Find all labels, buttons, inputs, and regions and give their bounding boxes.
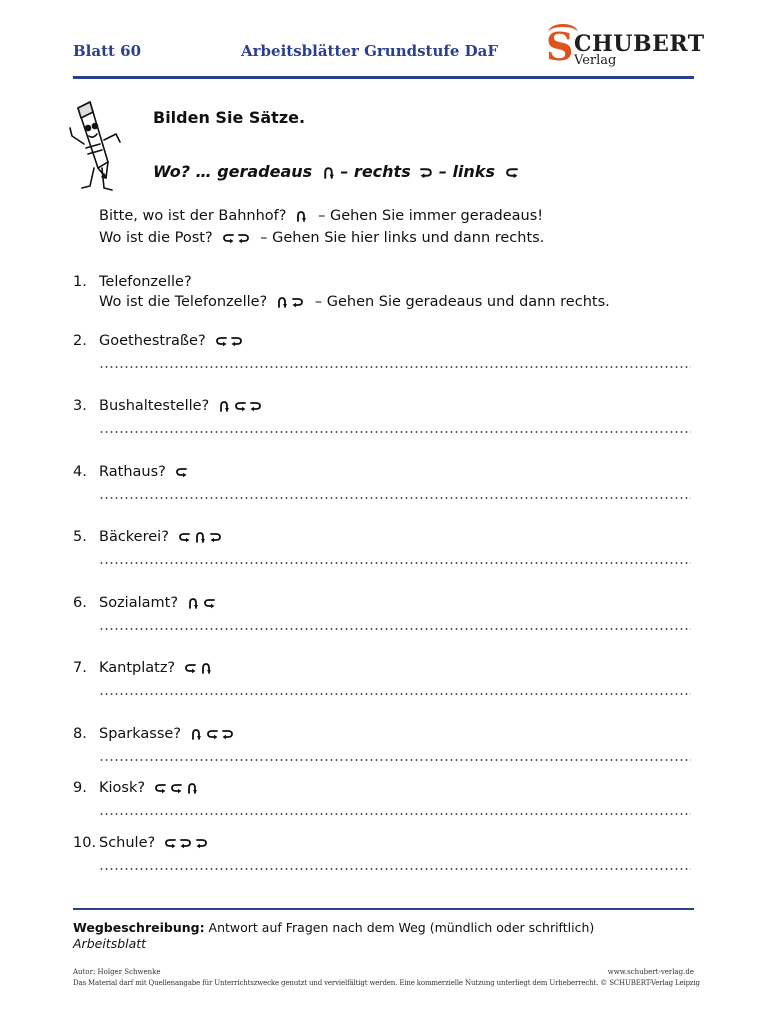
arrow-right-turn-icon (196, 837, 208, 849)
example-line (99, 208, 543, 226)
left-direction-symbol (178, 531, 190, 547)
arrow-left-turn-icon (505, 166, 518, 179)
item-question-full: Wo ist die Telefonzelle? (99, 294, 268, 310)
left-direction-symbol (215, 335, 227, 351)
subtitle-part-left: – links (438, 162, 495, 181)
right-direction-symbol (180, 837, 192, 853)
arrow-right-turn-icon (180, 837, 192, 849)
item-question (99, 780, 198, 798)
example-question: Bitte, wo ist der Bahnhof? (99, 208, 287, 224)
answer-line[interactable] (99, 693, 691, 695)
example-answer: – Gehen Sie hier links und dann rechts. (255, 230, 545, 246)
item-question (99, 464, 187, 482)
item-text: Bushaltestelle? (99, 398, 210, 414)
arrow-straight-icon (295, 210, 307, 222)
sheet-number: Blatt 60 (73, 42, 142, 60)
arrow-right-turn-icon (222, 728, 234, 740)
answer-line[interactable] (99, 868, 691, 870)
logo-name: CHUBERT (574, 31, 705, 57)
item-question (99, 660, 212, 678)
arrow-right-turn-icon (250, 400, 262, 412)
item-number: 7. (73, 660, 87, 676)
item-question (99, 529, 222, 547)
footer-author: Autor: Holger Schwenke (73, 968, 161, 976)
item-number: 2. (73, 333, 87, 349)
footer-copyright: Das Material darf mit Quellenangabe für Unterrichtszwecke genutzt und vervielfältigt werden. Eine kommerzielle Nutzung unterliegt dem Urheberrecht. © SCHUBERT-Verlag Leipzig (73, 979, 700, 987)
right-direction-symbol (231, 335, 243, 351)
arrow-right-turn-icon (292, 296, 304, 308)
footer-topic (73, 920, 594, 935)
arrow-straight-icon (276, 296, 288, 308)
arrow-straight-icon (194, 531, 206, 543)
subtitle-part-where: Wo? … geradeaus (153, 162, 313, 181)
item-number: 6. (73, 595, 87, 611)
item-number: 3. (73, 398, 87, 414)
example-question: Wo ist die Post? (99, 230, 213, 246)
item-question (99, 333, 243, 351)
left-direction-symbol (175, 466, 187, 482)
arrow-straight-icon (322, 166, 335, 179)
item-number: 9. (73, 780, 87, 796)
arrow-right-turn-icon (210, 531, 222, 543)
arrow-straight-icon (218, 400, 230, 412)
right-direction-symbol (196, 837, 208, 853)
item-text: Sozialamt? (99, 595, 179, 611)
worksheet-series-title: Arbeitsblätter Grundstufe DaF (241, 42, 498, 60)
arrow-left-turn-icon (184, 662, 196, 674)
task-subtitle (153, 162, 518, 183)
footer-divider (73, 908, 694, 910)
left-direction-symbol (505, 164, 518, 183)
arrow-left-turn-icon (222, 232, 234, 244)
right-direction-symbol (222, 728, 234, 744)
arrow-left-turn-icon (170, 782, 182, 794)
straight-direction-symbol (322, 164, 335, 183)
arrow-straight-icon (200, 662, 212, 674)
arrow-left-turn-icon (154, 782, 166, 794)
item-question (99, 595, 215, 613)
arrow-straight-icon (187, 597, 199, 609)
item-text: Schule? (99, 835, 156, 851)
right-direction-symbol (238, 232, 250, 248)
example-line (99, 230, 544, 248)
item-question (99, 835, 208, 853)
arrow-left-turn-icon (164, 837, 176, 849)
item-number: 4. (73, 464, 87, 480)
arrow-right-turn-icon (238, 232, 250, 244)
footer-website: www.schubert-verlag.de (607, 968, 694, 976)
answer-line[interactable] (99, 431, 691, 433)
arrow-left-turn-icon (234, 400, 246, 412)
straight-direction-symbol (295, 210, 307, 226)
item-text: Sparkasse? (99, 726, 182, 742)
arrow-right-turn-icon (420, 166, 433, 179)
item-example-answer (99, 294, 610, 312)
left-direction-symbol (206, 728, 218, 744)
answer-line[interactable] (99, 628, 691, 630)
logo-sub: Verlag (574, 53, 617, 68)
left-direction-symbol (203, 597, 215, 613)
item-number: 5. (73, 529, 87, 545)
item-text: Goethestraße? (99, 333, 206, 349)
arrow-left-turn-icon (215, 335, 227, 347)
item-question (99, 398, 262, 416)
arrow-left-turn-icon (178, 531, 190, 543)
right-direction-symbol (250, 400, 262, 416)
answer-line[interactable] (99, 813, 691, 815)
straight-direction-symbol (200, 662, 212, 678)
straight-direction-symbol (194, 531, 206, 547)
straight-direction-symbol (187, 597, 199, 613)
left-direction-symbol (222, 232, 234, 248)
item-number: 10. (73, 835, 97, 851)
example-answer: – Gehen Sie immer geradeaus! (313, 208, 544, 224)
left-direction-symbol (164, 837, 176, 853)
straight-direction-symbol (186, 782, 198, 798)
arrow-left-turn-icon (206, 728, 218, 740)
pencil-mascot-icon (64, 98, 132, 198)
arrow-right-turn-icon (231, 335, 243, 347)
straight-direction-symbol (276, 296, 288, 312)
item-text: Bäckerei? (99, 529, 169, 545)
item-number: 1. (73, 274, 87, 290)
answer-line[interactable] (99, 759, 691, 761)
logo-letter: S (546, 24, 574, 69)
item-answer: – Gehen Sie geradeaus und dann rechts. (310, 294, 610, 310)
item-text: Telefonzelle? (99, 274, 192, 290)
header-divider (73, 76, 694, 79)
right-direction-symbol (210, 531, 222, 547)
arrow-straight-icon (186, 782, 198, 794)
footer-topic-label: Wegbeschreibung: (73, 920, 205, 935)
item-text: Kiosk? (99, 780, 146, 796)
straight-direction-symbol (190, 728, 202, 744)
left-direction-symbol (170, 782, 182, 798)
right-direction-symbol (420, 164, 433, 183)
arrow-straight-icon (190, 728, 202, 740)
arrow-left-turn-icon (175, 466, 187, 478)
footer-type: Arbeitsblatt (73, 936, 147, 951)
item-text: Kantplatz? (99, 660, 176, 676)
answer-line[interactable] (99, 366, 691, 368)
left-direction-symbol (154, 782, 166, 798)
task-title: Bilden Sie Sätze. (153, 108, 306, 127)
answer-line[interactable] (99, 562, 691, 564)
publisher-logo (546, 24, 705, 72)
item-number: 8. (73, 726, 87, 742)
right-direction-symbol (292, 296, 304, 312)
item-question (99, 726, 234, 744)
left-direction-symbol (234, 400, 246, 416)
answer-line[interactable] (99, 497, 691, 499)
left-direction-symbol (184, 662, 196, 678)
arrow-left-turn-icon (203, 597, 215, 609)
item-text: Rathaus? (99, 464, 166, 480)
straight-direction-symbol (218, 400, 230, 416)
subtitle-part-right: – rechts (340, 162, 411, 181)
footer-topic-text: Antwort auf Fragen nach dem Weg (mündlich oder schriftlich) (204, 920, 595, 935)
item-question (99, 274, 192, 290)
